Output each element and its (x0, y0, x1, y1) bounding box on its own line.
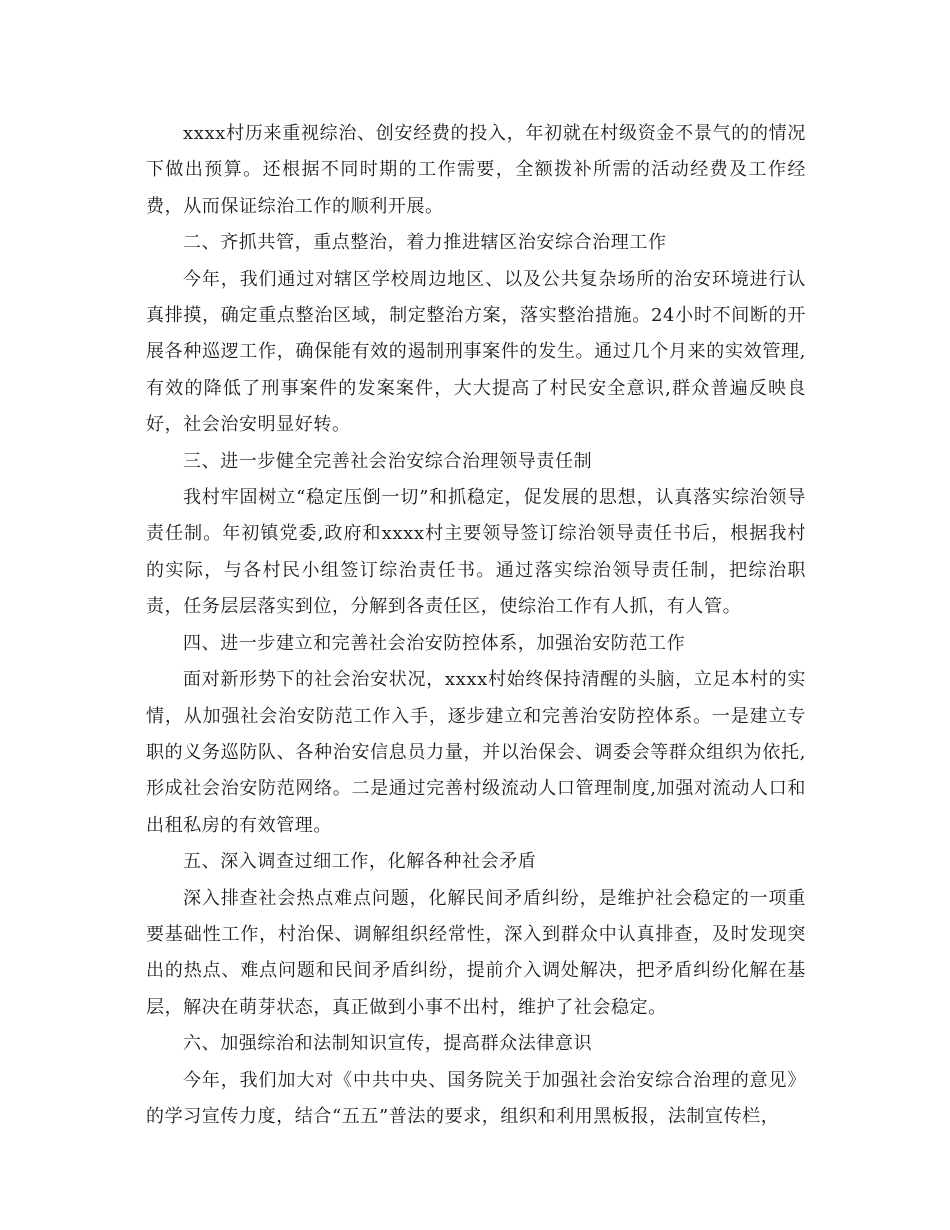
section-heading-5: 五、深入调查过细工作，化解各种社会矛盾 (183, 851, 537, 873)
section-heading-6: 六、加强综治和法制知识宣传，提高群众法律意识 (183, 1033, 593, 1055)
document-body (146, 116, 806, 1135)
paragraph-responsibility: 我村牢固树立“稳定压倒一切”和抓稳定，促发展的思想，认真落实综治领导责任制。年初镇党委,政府和xxxx村主要领导签订综治领导责任书后，根据我村的实际，与各村民小组签订综治责任书。通过落实综治领导责任制，把综治职责，任务层层落实到位，分解到各责任区，使综治工作有人抓，有人管。 (146, 487, 806, 618)
section-heading-4: 四、进一步建立和完善社会治安防控体系，加强治安防范工作 (183, 632, 686, 654)
paragraph-legal-education: 今年，我们加大对《中共中央、国务院关于加强社会治安综合治理的意见》的学习宣传力度，结合“五五”普法的要求，组织和利用黑板报，法制宣传栏， (146, 1069, 806, 1127)
paragraph-patrol: 今年，我们通过对辖区学校周边地区、以及公共复杂场所的治安环境进行认真排摸，确定重点整治区域，制定整治方案，落实整治措施。24小时不间断的开展各种巡逻工作，确保能有效的遏制刑事案件的发生。通过几个月来的实效管理,有效的降低了刑事案件的发案案件，大大提高了村民安全意识,群众普遍反映良好，社会治安明显好转。 (146, 268, 806, 436)
paragraph-conflicts: 深入排查社会热点难点问题，化解民间矛盾纠纷，是维护社会稳定的一项重要基础性工作，村治保、调解组织经常性，深入到群众中认真排查，及时发现突出的热点、难点问题和民间矛盾纠纷，提前介入调处解决，把矛盾纠纷化解在基层，解决在萌芽状态，真正做到小事不出村，维护了社会稳定。 (146, 887, 806, 1018)
section-heading-2: 二、齐抓共管，重点整治，着力推进辖区治安综合治理工作 (183, 232, 667, 254)
section-heading-3: 三、进一步健全完善社会治安综合治理领导责任制 (183, 450, 593, 472)
paragraph-prevention: 面对新形势下的社会治安状况，xxxx村始终保持清醒的头脑，立足本村的实情，从加强社会治安防范工作入手，逐步建立和完善治安防控体系。一是建立专职的义务巡防队、各种治安信息员力量，并以治保会、调委会等群众组织为依托,形成社会治安防范网络。二是通过完善村级流动人口管理制度,加强对流动人口和出租私房的有效管理。 (146, 669, 806, 836)
paragraph-funding: xxxx村历来重视综治、创安经费的投入，年初就在村级资金不景气的的情况下做出预算。还根据不同时期的工作需要，全额拨补所需的活动经费及工作经费，从而保证综治工作的顺利开展。 (146, 123, 806, 217)
